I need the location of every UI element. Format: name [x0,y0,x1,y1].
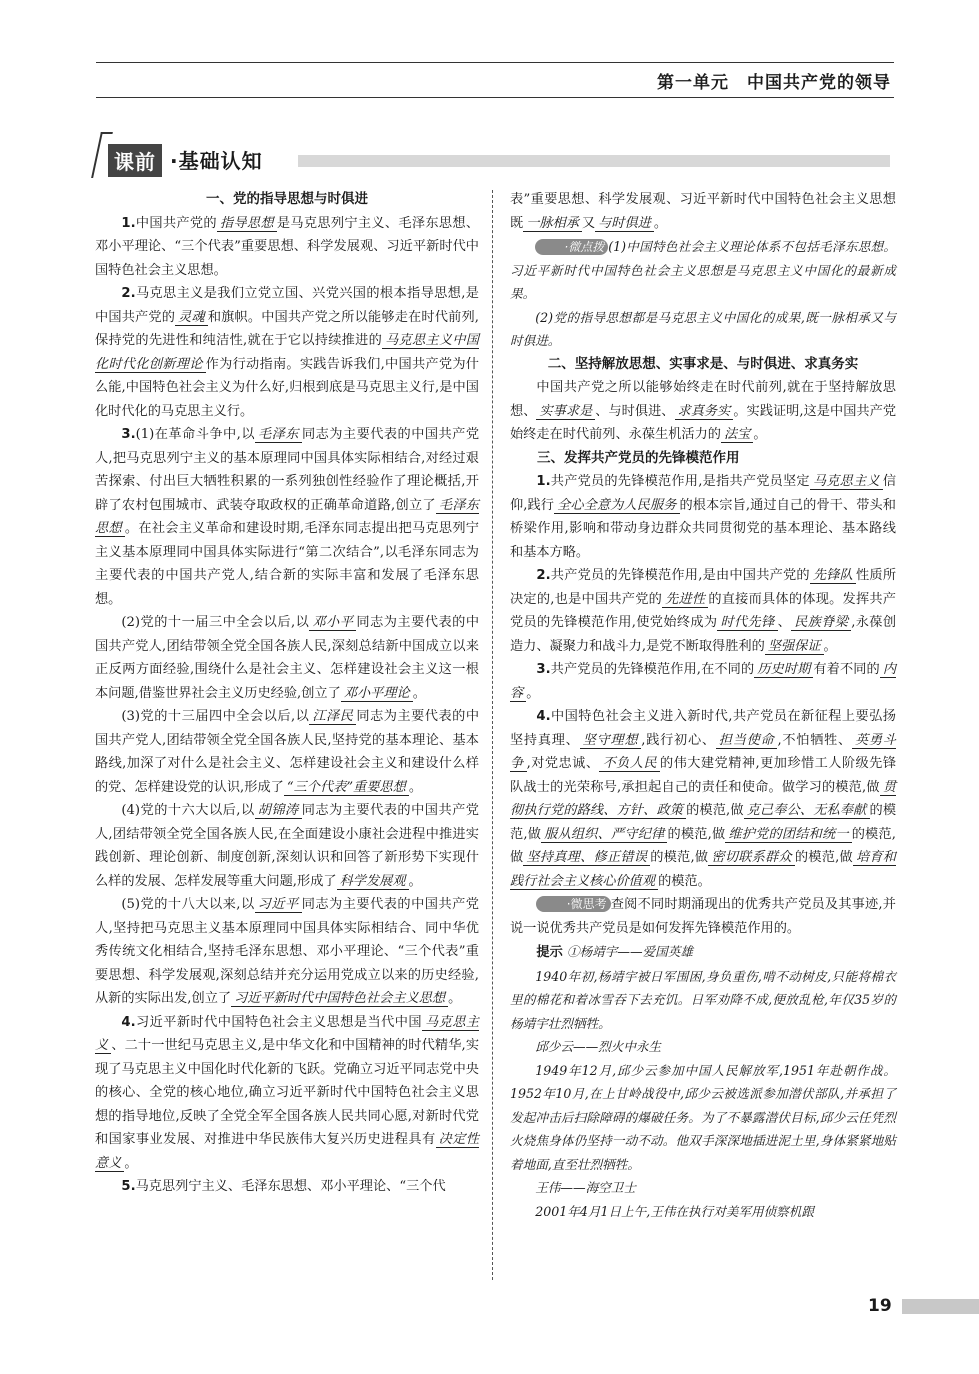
answer-blank: 毛泽东思想 [95,497,479,536]
heading-1: 一、党的指导思想与时俱进 [206,191,368,207]
paragraph [95,282,479,423]
header-rule-bottom [96,97,894,98]
text: 的模范,做 [794,850,853,865]
text: (1)在革命斗争中,以 [135,427,255,442]
section-heading [96,132,896,182]
answer-blank: 毛泽东 [255,427,302,443]
tip-paragraph: 王伟——海空卫士 [535,1180,636,1195]
answer-blank: 全心全意为人民服务 [554,498,679,514]
text: 。实践证明,这是中国共产党始终走在时代前列、永葆生机活力的 [510,403,897,442]
answer-blank: 实事求是 [536,404,595,420]
paragraph [95,212,479,283]
text: (1)中国特色社会主义理论体系不包括毛泽东思想。习近平新时代中国特色社会主义思想是马克思主义中国化的最新成果。 [510,239,896,301]
item-number: 1. [536,474,551,489]
item-number: 3. [536,662,551,677]
column-divider [492,190,493,1280]
tip-line [510,940,896,965]
text: (5)党的十八大以来,以 [121,897,255,912]
answer-blank: 求真务实 [675,404,734,420]
answer-blank: 民族脊梁 [791,615,851,631]
paragraph [95,611,479,705]
left-column [95,188,479,1199]
answer-blank: 担当使命 [716,733,778,749]
text: 马克思列宁主义、毛泽东思想、邓小平理论、“三个代 [135,1179,446,1194]
paragraph [95,893,479,1011]
answer-blank: 马克思主义 [95,1014,480,1053]
text: (3)党的十三届四中全会以后,以 [121,709,310,724]
answer-blank: 指导思想 [217,216,277,232]
text: 。 [124,1155,138,1171]
answer-blank: 一脉相承 [523,216,582,232]
text: 习近平新时代中国特色社会主义思想是当代中国 [135,1014,422,1030]
text: 。 [823,638,837,654]
think-question [510,893,896,940]
page-number: 19 [868,1296,892,1316]
answer-blank: 坚守理想 [580,733,642,749]
text: 、与时俱进、 [595,403,675,419]
text: 。 [408,873,422,889]
text: 同志为主要代表的中国共产党人,坚持把马克思主义基本原理同中国具体实际相结合、同中华优秀传统文化相结合,坚持毛泽东思想、邓小平理论、“三个代表”重要思想、科学发展观,深刻总结并充分运用党成立以来的历史经验,从新的实际出发,创立了 [95,897,479,1006]
header-rule-top [96,62,894,63]
text: 查阅不同时期涌现出的优秀共产党员及其事迹,并说一说优秀共产党员是如何发挥先锋模范作用的。 [510,897,896,936]
text: (4)党的十六大以后,以 [121,803,255,818]
section-badge: 课前 [108,144,162,177]
text: 中国共产党之所以能够始终走在时代前列,就在于坚持解放思想、 [510,380,896,419]
paragraph [510,658,896,705]
answer-blank: 克己奉公、无私奉献 [744,803,870,819]
heading-2: 二、坚持解放思想、实事求是、与时俱进、求真务实 [547,355,859,372]
text: 是马克思列宁主义、毛泽东思想、邓小平理论、“三个代表”重要思想、科学发展观、习近平新时代中国特色社会主义思想。 [95,215,480,278]
tip-paragraph: 2001年4月1日上午,王伟在执行对美军用侦察机跟 [535,1203,814,1219]
text: 同志为主要代表的中国共产党人,团结带领全党全国各族人民,坚持党的基本理论、基本路线,加深了对什么是社会主义、怎样建设社会主义和建设什么样的党、怎样建设党的认识,形成了 [95,709,480,795]
answer-blank: 历史时期 [754,662,813,678]
text: 同志为主要代表的中国共产党人,把马克思列宁主义的基本原理同中国具体实际相结合,对经过艰苦探索、付出巨大牺牲积累的一系列独创性经验作了理论概括,开辟了农村包围城市、武装夺取政权的正确革命道路,创立了 [95,427,480,513]
text: 的模范。 [658,873,711,889]
text: 有着不同的 [813,662,880,677]
think-tag: ·微思考 [536,896,610,912]
answer-blank: 英勇斗争 [510,732,896,771]
tip-paragraph: 邱少云——烈火中永生 [535,1039,662,1054]
heading-3: 三、发挥共产党员的先锋模范作用 [537,449,740,466]
answer-blank: 江泽民 [309,709,356,725]
text: 的模范,做 [510,826,896,865]
paragraph [510,564,896,658]
paragraph [510,705,896,893]
text: ,永葆创造力、凝聚力和战斗力,是党不断取得胜利的 [510,615,897,654]
answer-blank: 胡锦涛 [255,803,302,819]
paragraph [95,799,479,893]
text: 共产党员的先锋模范作用,在不同的 [550,662,755,677]
text: ,践行初心、 [641,732,716,748]
answer-blank: 邓小平 [309,615,356,631]
text: 。 [448,991,462,1006]
text: 信仰,践行 [510,474,897,513]
text: 的根本宗旨,通过自己的骨干、带头和桥梁作用,影响和带动身边群众共同贯彻党的基本理论、基本路线和基本方略。 [510,497,896,560]
text: 。在社会主义革命和建设时期,毛泽东同志提出把马克思列宁主义基本原理同中国具体实际进行“第二次结合”,以毛泽东同志为主要代表的中国共产党人,结合新的实际丰富和发展了毛泽东思想。 [95,521,479,607]
paragraph [510,470,896,564]
paragraph [95,705,479,799]
text: 表”重要思想、科学发展观、习近平新时代中国特色社会主义思想既 [510,192,896,231]
item-number: 3. [121,427,136,442]
answer-blank: 习近平 [255,897,302,913]
answer-blank: 灵魂 [175,310,208,326]
text: 的直接而具体的体现。发挥共产党员的先锋模范作用,使党始终成为 [510,591,896,630]
answer-blank: 时代先锋 [717,615,777,631]
text: 、二十一世纪马克思主义,是中华文化和中国精神的时代精华,实现了马克思主义中国化时代化新的飞跃。党确立习近平同志党中央的核心、全党的核心地位,确立习近平新时代中国特色社会主义思想的指导地位,反映了全党全军全国各族人民共同心愿,对新时代党和国家事业发展、对推进中华民族伟大复兴历史进程具有 [95,1038,479,1147]
text: 。 [526,685,540,701]
paragraph [95,1175,479,1199]
tip-note: (2)党的指导思想都是马克思主义中国化的成果,既一脉相承又与时俱进。 [510,309,896,348]
tip-tag: ·微点拨 [535,239,608,255]
paragraph [510,188,896,235]
text: 性质所决定的,也是中国共产党的 [510,568,897,607]
text: 中国特色社会主义进入新时代,共产党员在新征程上要弘扬坚持真理、 [510,709,896,748]
text: 的伟大建党精神,更加珍惜工人阶级先锋队战士的光荣称号,承担起自己的责任和使命。做学习的模范,做 [510,756,897,795]
text: 马克思主义是我们立党立国、兴党兴国的根本指导思想,是中国共产党的 [95,286,479,325]
section-bar [298,155,890,167]
item-number: 4. [536,709,551,724]
text: ,对党忠诚、 [526,756,600,771]
right-column [510,188,896,1223]
text: 共产党员的先锋模范作用,是由中国共产党的 [550,568,810,583]
tip-label: 提示 [536,945,563,960]
text: 。 [408,779,422,795]
text: 又 [581,215,596,231]
text: (2)党的十一届三中全会以后,以 [121,615,310,630]
text: 的模范,做 [667,826,726,842]
unit-title: 第一单元 中国共产党的领导 [657,73,891,93]
text: 的模范,做 [510,803,897,842]
item-number: 2. [121,286,136,301]
paragraph [95,423,479,611]
answer-blank: 先锋队 [810,568,856,584]
text: 同志为主要代表的中国共产党人,团结带领全党全国各族人民,在全面建设小康社会进程中推进实践创新、理论创新、制度创新,深刻认识和回答了新形势下实现什么样的发展、怎样发展等重大问题,形成了 [95,803,479,889]
answer-blank: 内容 [510,662,897,701]
answer-blank: 科学发展观 [337,874,409,890]
page-bar [902,1299,979,1314]
section-title: ·基础认知 [170,149,263,173]
item-number: 2. [536,568,551,583]
answer-blank: 贯彻执行党的路线、方针、政策 [510,779,896,818]
text: 共产党员的先锋模范作用,是指共产党员坚定 [550,474,810,489]
answer-blank: 法宝 [721,427,753,443]
item-number: 1. [121,215,136,231]
text: 同志为主要代表的中国共产党人,团结带领全党全国各族人民,深刻总结新中国成立以来正反两方面经验,围绕什么是社会主义、怎样建设社会主义这一根本问题,借鉴世界社会主义历史经验,创立了 [95,615,480,701]
text: 和旗帜。中国共产党之所以能够走在时代前列,保持党的先进性和纯洁性,就在于它以持续推进的 [95,309,480,348]
paragraph [510,376,896,447]
tip-note [510,235,896,306]
tip-paragraph: 1949年12月,邱少云参加中国人民解放军,1951年赴朝作战。1952年10月,在上甘岭战役中,邱少云被选派参加潜伏部队,并承担了发起冲击后扫除障碍的爆破任务。为了不暴露潜伏目标,邱少云任凭烈火烧焦身体仍坚持一动不动。他双手深深地插进泥土里,身体紧紧地贴着地面,直至壮烈牺牲。 [510,1062,896,1172]
text: 中国共产党的 [135,215,217,231]
text: 、 [777,615,792,630]
text: 的模范,做 [650,850,709,865]
answer-blank: 习近平新时代中国特色社会主义思想 [231,991,448,1007]
answer-blank: 马克思主义中国化时代化创新理论 [95,333,479,372]
answer-blank: 与时俱进 [595,216,654,232]
answer-blank: 决定性意义 [95,1132,480,1171]
text: 。 [753,427,767,442]
text: ,不怕牺牲、 [777,732,852,748]
text: 的模范,做 [686,803,744,818]
tip-paragraph: 1940年初,杨靖宇被日军围困,身负重伤,啃不动树皮,只能将棉衣里的棉花和着冰雪吞下去充饥。日军劝降不成,便放乱枪,年仅35岁的杨靖宇壮烈牺牲。 [510,968,896,1031]
answer-blank: 服从组织、严守纪律 [541,827,667,843]
answer-blank: “三个代表”重要思想 [284,780,409,796]
answer-blank: 先进性 [662,592,708,608]
answer-blank: 马克思主义 [810,474,883,490]
text: 。 [412,685,426,701]
text: ①杨靖宇——爱国英雄 [566,944,693,959]
item-number: 4. [121,1014,136,1030]
answer-blank: 坚强保证 [765,639,824,655]
answer-blank: 坚持真理、修正错误 [523,850,650,866]
answer-blank: 不负人民 [599,756,660,772]
text: 作为行动指南。实践告诉我们,中国共产党为什么能,中国特色社会主义为什么好,归根到底是马克思主义行,是中国化时代化的马克思主义行。 [95,356,479,419]
answer-blank: 维护党的团结和统一 [725,827,851,843]
answer-blank: 培育和践行社会主义核心价值观 [510,850,896,889]
answer-blank: 邓小平理论 [341,686,413,702]
item-number: 5. [121,1179,136,1194]
text: 。 [653,215,668,231]
answer-blank: 密切联系群众 [708,850,795,866]
paragraph [95,1011,479,1176]
